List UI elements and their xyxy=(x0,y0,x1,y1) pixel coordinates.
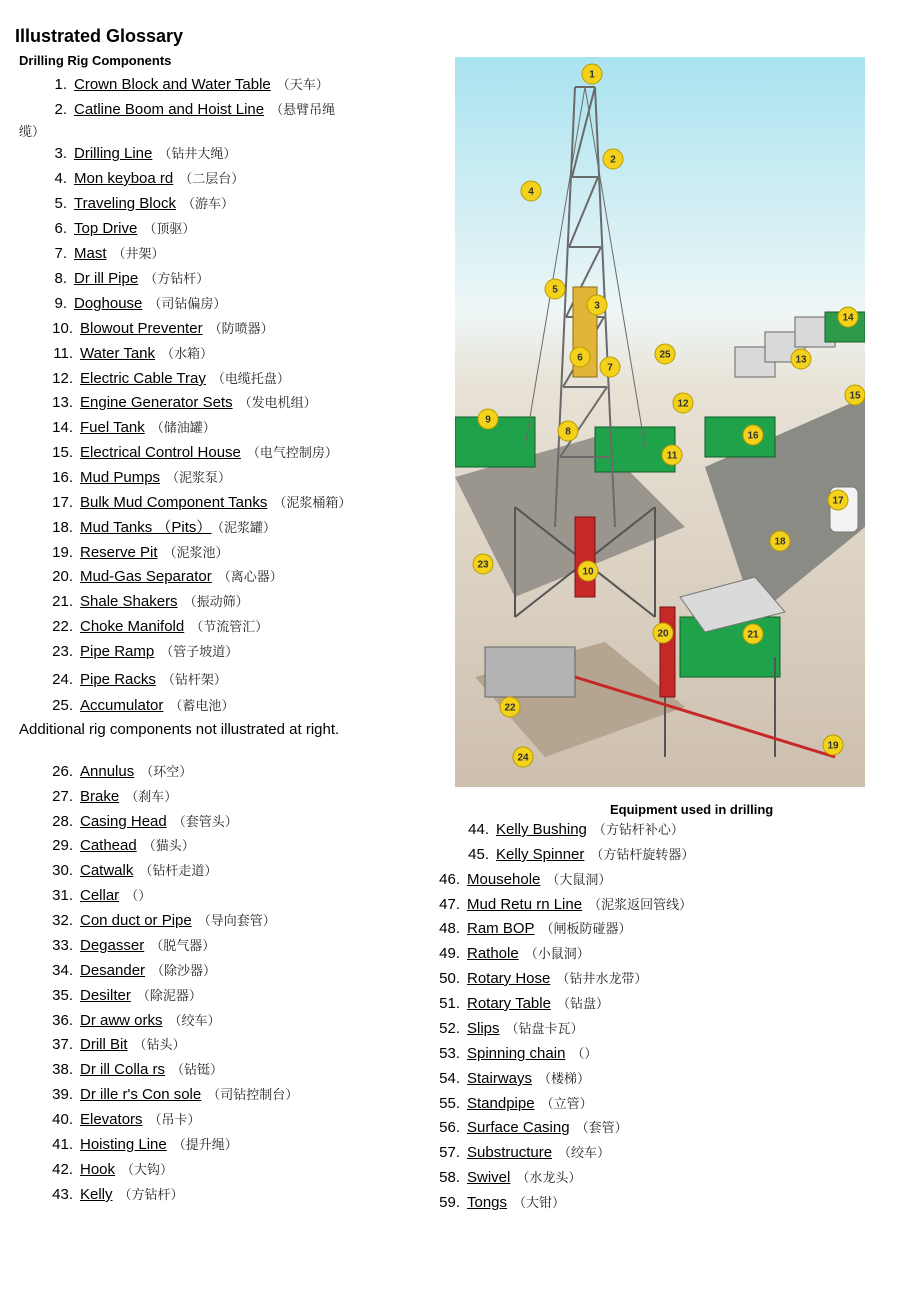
item-number: 40. xyxy=(52,1111,73,1128)
glossary-item xyxy=(47,887,151,906)
glossary-item xyxy=(47,220,195,239)
item-number: 2. xyxy=(54,101,67,118)
chinese-translation: （顶驱） xyxy=(143,222,196,237)
glossary-item xyxy=(434,945,590,964)
figure-caption: Equipment used in drilling xyxy=(610,802,774,817)
figure-label-badge xyxy=(558,421,578,441)
chinese-translation: （猫头） xyxy=(142,839,195,854)
item-number: 1. xyxy=(54,76,67,93)
term-link[interactable]: Annulus xyxy=(80,763,135,780)
figure-label-badge xyxy=(770,531,790,551)
item-number: 35. xyxy=(52,987,73,1004)
glossary-item xyxy=(47,170,244,189)
figure-label-badge xyxy=(478,409,498,429)
glossary-item xyxy=(47,568,283,587)
item-number: 4. xyxy=(54,170,67,187)
item-number: 25. xyxy=(52,697,73,714)
figure-label-badge xyxy=(653,623,673,643)
figure-label-number: 15 xyxy=(849,390,861,402)
item-number: 48. xyxy=(439,920,460,937)
figure-label-badge xyxy=(570,347,590,367)
chinese-translation: （方钻杆） xyxy=(118,1188,184,1203)
chinese-translation: （泥浆罐） xyxy=(217,521,276,536)
glossary-item xyxy=(47,1161,173,1180)
glossary-item xyxy=(47,444,338,463)
item-number: 19. xyxy=(52,544,73,561)
term-link[interactable]: Mud Retu rn Line xyxy=(467,896,583,913)
item-number: 41. xyxy=(52,1136,73,1153)
figure-label-number: 24 xyxy=(517,752,529,764)
item-number: 29. xyxy=(52,837,73,854)
term-link[interactable]: Drilling Line xyxy=(74,145,153,162)
term-link[interactable]: Substructure xyxy=(467,1144,553,1161)
glossary-item xyxy=(47,618,268,637)
chinese-translation: （环空） xyxy=(140,765,193,780)
chinese-translation: （离心器） xyxy=(217,570,283,585)
chinese-translation: （脱气器） xyxy=(150,939,216,954)
term-link[interactable]: Dr aww orks xyxy=(80,1012,163,1029)
glossary-item xyxy=(47,1086,298,1105)
figure-label-number: 22 xyxy=(504,702,516,714)
glossary-item xyxy=(434,1169,581,1188)
figure-label-number: 11 xyxy=(666,450,678,462)
item-number: 8. xyxy=(54,270,67,287)
figure-label-badge xyxy=(828,490,848,510)
figure-label-number: 7 xyxy=(607,362,613,374)
term-link[interactable]: Electric Cable Tray xyxy=(80,370,206,387)
term-link[interactable]: Pipe Racks xyxy=(80,671,156,688)
figure-label-number: 8 xyxy=(565,426,571,438)
glossary-item xyxy=(434,1045,597,1064)
choke-manifold xyxy=(485,647,575,697)
chinese-translation: （电气控制房） xyxy=(246,446,338,461)
figure-label-badge xyxy=(500,697,520,717)
chinese-translation: （提升绳） xyxy=(172,1138,238,1153)
item-number: 33. xyxy=(52,937,73,954)
term-link[interactable]: Brake xyxy=(80,788,120,805)
term-link[interactable]: Water Tank xyxy=(80,345,156,362)
term-link[interactable]: Shale Shakers xyxy=(80,593,178,610)
chinese-translation: （套管） xyxy=(575,1121,628,1136)
chinese-translation: （吊卡） xyxy=(148,1113,201,1128)
term-link[interactable]: Crown Block and Water Table xyxy=(74,76,271,93)
item-number: 49. xyxy=(439,945,460,962)
glossary-item xyxy=(47,320,274,339)
figure-label-badge xyxy=(578,561,598,581)
glossary-item xyxy=(463,846,694,865)
glossary-item xyxy=(47,245,165,264)
figure-label-badge xyxy=(655,344,675,364)
item-number: 3. xyxy=(54,145,67,162)
figure-label-number: 23 xyxy=(477,559,489,571)
glossary-item xyxy=(434,1020,584,1039)
figure-label-number: 6 xyxy=(577,352,583,364)
chinese-translation: （刹车） xyxy=(125,790,178,805)
figure-label-badge xyxy=(521,181,541,201)
figure-label-number: 25 xyxy=(659,349,671,361)
figure-label-number: 18 xyxy=(774,536,786,548)
chinese-translation: （司钻偏房） xyxy=(148,297,227,312)
chinese-translation: （闸板防碰器） xyxy=(540,922,632,937)
term-link[interactable]: Electrical Control House xyxy=(80,444,241,461)
figure-label-badge xyxy=(582,64,602,84)
item-number: 32. xyxy=(52,912,73,929)
glossary-item xyxy=(47,671,227,690)
chinese-translation: （水箱） xyxy=(161,347,214,362)
term-link[interactable]: Traveling Block xyxy=(74,195,176,212)
chinese-translation: （储油罐） xyxy=(150,421,216,436)
glossary-item xyxy=(434,896,692,915)
figure-label-badge xyxy=(791,349,811,369)
item-number: 24. xyxy=(52,671,73,688)
figure-label-badge xyxy=(587,295,607,315)
chinese-translation: （钻井大绳） xyxy=(158,147,237,162)
glossary-item xyxy=(47,643,238,662)
chinese-translation: （绞车） xyxy=(168,1014,221,1029)
glossary-item xyxy=(47,837,195,856)
chinese-translation: （除泥器） xyxy=(136,989,202,1004)
figure-label-number: 14 xyxy=(842,312,854,324)
item-number: 51. xyxy=(439,995,460,1012)
glossary-item xyxy=(434,1070,590,1089)
term-link[interactable]: Casing Head xyxy=(80,813,167,830)
figure-label-number: 5 xyxy=(552,284,558,296)
figure-label-badge xyxy=(513,747,533,767)
term-link[interactable]: Hoisting Line xyxy=(80,1136,167,1153)
glossary-item xyxy=(463,821,684,840)
figure-label-number: 9 xyxy=(485,414,491,426)
section-subtitle: Drilling Rig Components xyxy=(19,53,172,68)
figure-label-badge xyxy=(600,357,620,377)
item-number: 21. xyxy=(52,593,73,610)
term-link[interactable]: Fuel Tank xyxy=(80,419,145,436)
chinese-translation: （游车） xyxy=(181,197,234,212)
chinese-translation: （水龙头） xyxy=(516,1171,582,1186)
item-number: 53. xyxy=(439,1045,460,1062)
chinese-translation: （方钻杆） xyxy=(144,272,210,287)
mud-gas-separator xyxy=(660,607,675,697)
term-link[interactable]: Con duct or Pipe xyxy=(80,912,192,929)
item-number: 55. xyxy=(439,1095,460,1112)
term-link[interactable]: Engine Generator Sets xyxy=(80,394,233,411)
item-number: 44. xyxy=(468,821,489,838)
term-link[interactable]: Mud Tanks （Pits） xyxy=(80,519,212,536)
figure-label-badge xyxy=(603,149,623,169)
term-link[interactable]: Rotary Hose xyxy=(467,970,551,987)
glossary-item xyxy=(47,862,217,881)
chinese-translation: （泥浆池） xyxy=(163,546,229,561)
page-title: Illustrated Glossary xyxy=(15,26,184,46)
item-number: 58. xyxy=(439,1169,460,1186)
term-link[interactable]: Dr ill Colla rs xyxy=(80,1061,166,1078)
chinese-translation: （钻盘） xyxy=(556,997,609,1012)
chinese-translation: （节流管汇） xyxy=(190,620,269,635)
item-number: 14. xyxy=(52,419,73,436)
item-number: 17. xyxy=(52,494,73,511)
term-link[interactable]: Ram BOP xyxy=(467,920,535,937)
item-number: 56. xyxy=(439,1119,460,1136)
item-number: 59. xyxy=(439,1194,460,1211)
term-link[interactable]: Degasser xyxy=(80,937,145,954)
chinese-translation: （导向套管） xyxy=(197,914,276,929)
chinese-translation: （振动筛） xyxy=(183,595,249,610)
glossary-item xyxy=(47,195,234,214)
term-link[interactable]: Swivel xyxy=(467,1169,511,1186)
glossary-item xyxy=(47,519,276,538)
term-link[interactable]: Drill Bit xyxy=(80,1036,128,1053)
term-link[interactable]: Spinning chain xyxy=(467,1045,566,1062)
term-link[interactable]: Dr ille r's Con sole xyxy=(80,1086,202,1103)
item-number: 52. xyxy=(439,1020,460,1037)
chinese-translation: （钻头） xyxy=(133,1038,186,1053)
figure-label-badge xyxy=(838,307,858,327)
item-number: 6. xyxy=(54,220,67,237)
glossary-item xyxy=(47,1136,238,1155)
term-link[interactable]: Mon keyboa rd xyxy=(74,170,174,187)
glossary-item xyxy=(47,987,202,1006)
glossary-item xyxy=(47,763,192,782)
item-number: 11. xyxy=(53,345,73,362)
chinese-translation: （钻杆走道） xyxy=(139,864,218,879)
term-link[interactable]: Pipe Ramp xyxy=(80,643,155,660)
glossary-item xyxy=(434,1095,593,1114)
item-number: 38. xyxy=(52,1061,73,1078)
glossary-item xyxy=(434,970,647,989)
chinese-translation: （套管头） xyxy=(172,815,238,830)
term-link[interactable]: Mousehole xyxy=(467,871,541,888)
figure-label-badge xyxy=(545,279,565,299)
glossary-item xyxy=(434,1144,610,1163)
chinese-translation: （钻铤） xyxy=(171,1063,224,1078)
term-link[interactable]: Standpipe xyxy=(467,1095,535,1112)
glossary-item xyxy=(47,593,249,612)
glossary-item xyxy=(47,345,213,364)
chinese-translation: （司钻控制台） xyxy=(207,1088,299,1103)
figure-label-number: 4 xyxy=(528,186,534,198)
term-link[interactable]: Bulk Mud Component Tanks xyxy=(80,494,268,511)
blowout-preventer xyxy=(575,517,595,597)
term-link[interactable]: Rathole xyxy=(467,945,519,962)
chinese-translation: （二层台） xyxy=(179,172,245,187)
glossary-item xyxy=(47,419,216,438)
glossary-item xyxy=(47,494,351,513)
item-number: 15. xyxy=(52,444,73,461)
item-number: 20. xyxy=(52,568,73,585)
item-number: 37. xyxy=(52,1036,73,1053)
figure-label-badge xyxy=(743,624,763,644)
item-number: 36. xyxy=(52,1012,73,1029)
glossary-item xyxy=(47,394,317,413)
term-link[interactable]: Kelly xyxy=(80,1186,113,1203)
item-number: 7. xyxy=(54,245,67,262)
figure-label-badge xyxy=(673,393,693,413)
item-number: 43. xyxy=(52,1186,73,1203)
glossary-item xyxy=(47,1061,223,1080)
chinese-translation: （钻杆架） xyxy=(161,673,227,688)
term-link[interactable]: Mast xyxy=(74,245,107,262)
glossary-item xyxy=(47,912,276,931)
item-number: 28. xyxy=(52,813,73,830)
term-link[interactable]: Choke Manifold xyxy=(80,618,185,635)
figure-label-number: 1 xyxy=(589,69,595,81)
glossary-item xyxy=(434,871,611,890)
glossary-item xyxy=(47,76,329,95)
glossary-item xyxy=(47,544,229,563)
term-link[interactable]: Reserve Pit xyxy=(80,544,158,561)
item-number: 54. xyxy=(439,1070,460,1087)
term-link[interactable]: Stairways xyxy=(467,1070,533,1087)
term-link[interactable]: Rotary Table xyxy=(467,995,551,1012)
term-link[interactable]: Tongs xyxy=(467,1194,508,1211)
glossary-item xyxy=(434,1194,565,1213)
figure-label-number: 13 xyxy=(795,354,807,366)
term-link[interactable]: Mud-Gas Separator xyxy=(80,568,212,585)
chinese-translation: （绞车） xyxy=(558,1146,611,1161)
chinese-translation: （泥浆返回管线） xyxy=(588,898,693,913)
term-link[interactable]: Catwalk xyxy=(80,862,134,879)
chinese-translation: （天车） xyxy=(276,78,329,93)
item-number: 57. xyxy=(439,1144,460,1161)
chinese-translation: （泥浆桶箱） xyxy=(273,496,352,511)
glossary-item xyxy=(47,270,209,289)
term-link[interactable]: Doghouse xyxy=(74,295,143,312)
glossary-item xyxy=(47,788,177,807)
term-link[interactable]: Cellar xyxy=(80,887,120,904)
chinese-translation: （钻盘卡瓦） xyxy=(505,1022,584,1037)
glossary-item xyxy=(47,1036,186,1055)
glossary-item xyxy=(47,962,216,981)
figure-label-badge xyxy=(743,425,763,445)
figure-label-badge xyxy=(473,554,493,574)
item-number: 42. xyxy=(52,1161,73,1178)
term-link[interactable]: Accumulator xyxy=(80,697,164,714)
glossary-item xyxy=(47,813,238,832)
item-number: 10. xyxy=(52,320,73,337)
glossary-item xyxy=(47,1111,201,1130)
term-link[interactable]: Desander xyxy=(80,962,146,979)
glossary-item xyxy=(47,101,335,120)
item-number: 47. xyxy=(439,896,460,913)
item-number: 18. xyxy=(52,519,73,536)
chinese-translation: （立管） xyxy=(540,1097,593,1112)
figure-label-number: 2 xyxy=(610,154,616,166)
chinese-translation: （钻井水龙带） xyxy=(556,972,648,987)
term-link[interactable]: Top Drive xyxy=(74,220,138,237)
figure-label-number: 19 xyxy=(827,740,839,752)
term-link[interactable]: Blowout Preventer xyxy=(80,320,203,337)
item-number: 46. xyxy=(439,871,460,888)
item-number: 45. xyxy=(468,846,489,863)
glossary-item xyxy=(47,697,234,716)
glossary-item xyxy=(47,1186,184,1205)
item-number: 30. xyxy=(52,862,73,879)
chinese-translation: （蓄电池） xyxy=(169,699,235,714)
chinese-translation: （） xyxy=(571,1047,598,1062)
chinese-translation: （大鼠洞） xyxy=(546,873,612,888)
chinese-translation: （悬臂吊绳 xyxy=(270,103,336,118)
chinese-translation: （电缆托盘） xyxy=(211,372,290,387)
term-link[interactable]: Mud Pumps xyxy=(80,469,161,486)
figure-label-number: 12 xyxy=(677,398,689,410)
chinese-translation: （楼梯） xyxy=(538,1072,591,1087)
figure-label-number: 16 xyxy=(747,430,759,442)
term-link[interactable]: Elevators xyxy=(80,1111,143,1128)
item-number: 34. xyxy=(52,962,73,979)
glossary-item xyxy=(434,1119,628,1138)
chinese-translation: （发电机组） xyxy=(238,396,317,411)
item-number: 31. xyxy=(52,887,73,904)
item-number: 9. xyxy=(54,295,67,312)
figure-label-badge xyxy=(662,445,682,465)
glossary-item xyxy=(47,145,236,164)
item-number: 5. xyxy=(54,195,67,212)
chinese-translation: （方钻杆补心） xyxy=(592,823,684,838)
figure-label-badge xyxy=(823,735,843,755)
additional-components-note: Additional rig components not illustrated at right. xyxy=(19,721,340,738)
glossary-item xyxy=(434,920,632,939)
term-link[interactable]: Dr ill Pipe xyxy=(74,270,139,287)
item-number: 22. xyxy=(52,618,73,635)
chinese-translation: （管子坡道） xyxy=(160,645,239,660)
term-link[interactable]: Surface Casing xyxy=(467,1119,570,1136)
figure-label-number: 17 xyxy=(832,495,844,507)
term-link[interactable]: Slips xyxy=(467,1020,500,1037)
glossary-item xyxy=(47,937,215,956)
item-number: 27. xyxy=(52,788,73,805)
item-number: 50. xyxy=(439,970,460,987)
chinese-translation: （泥浆泵） xyxy=(166,471,232,486)
term-link[interactable]: Kelly Bushing xyxy=(496,821,587,838)
term-link[interactable]: Hook xyxy=(80,1161,116,1178)
item-number: 16. xyxy=(52,469,73,486)
glossary-item xyxy=(47,295,226,314)
wrapped-translation: 缆） xyxy=(19,125,46,140)
chinese-translation: （防喷器） xyxy=(208,322,274,337)
chinese-translation: （） xyxy=(125,889,152,904)
glossary-item xyxy=(47,469,231,488)
chinese-translation: （小鼠洞） xyxy=(524,947,590,962)
term-link[interactable]: Desilter xyxy=(80,987,131,1004)
term-link[interactable]: Cathead xyxy=(80,837,137,854)
item-number: 12. xyxy=(52,370,73,387)
term-link[interactable]: Catline Boom and Hoist Line xyxy=(74,101,265,118)
figure-label-number: 10 xyxy=(582,566,594,578)
item-number: 13. xyxy=(52,394,73,411)
chinese-translation: （除沙器） xyxy=(151,964,217,979)
chinese-translation: （大钳） xyxy=(513,1196,566,1211)
chinese-translation: （大钩） xyxy=(121,1163,174,1178)
chinese-translation: （井架） xyxy=(112,247,165,262)
item-number: 39. xyxy=(52,1086,73,1103)
chinese-translation: （方钻杆旋转器） xyxy=(590,848,695,863)
figure-label-number: 3 xyxy=(594,300,600,312)
figure-label-badge xyxy=(845,385,865,405)
figure-label-number: 20 xyxy=(657,628,669,640)
item-number: 23. xyxy=(52,643,73,660)
glossary-item xyxy=(47,370,290,389)
item-number: 26. xyxy=(52,763,73,780)
term-link[interactable]: Kelly Spinner xyxy=(496,846,585,863)
glossary-item xyxy=(47,1012,221,1031)
drilling-rig-illustration xyxy=(455,57,865,787)
glossary-item xyxy=(434,995,609,1014)
figure-label-number: 21 xyxy=(747,629,759,641)
